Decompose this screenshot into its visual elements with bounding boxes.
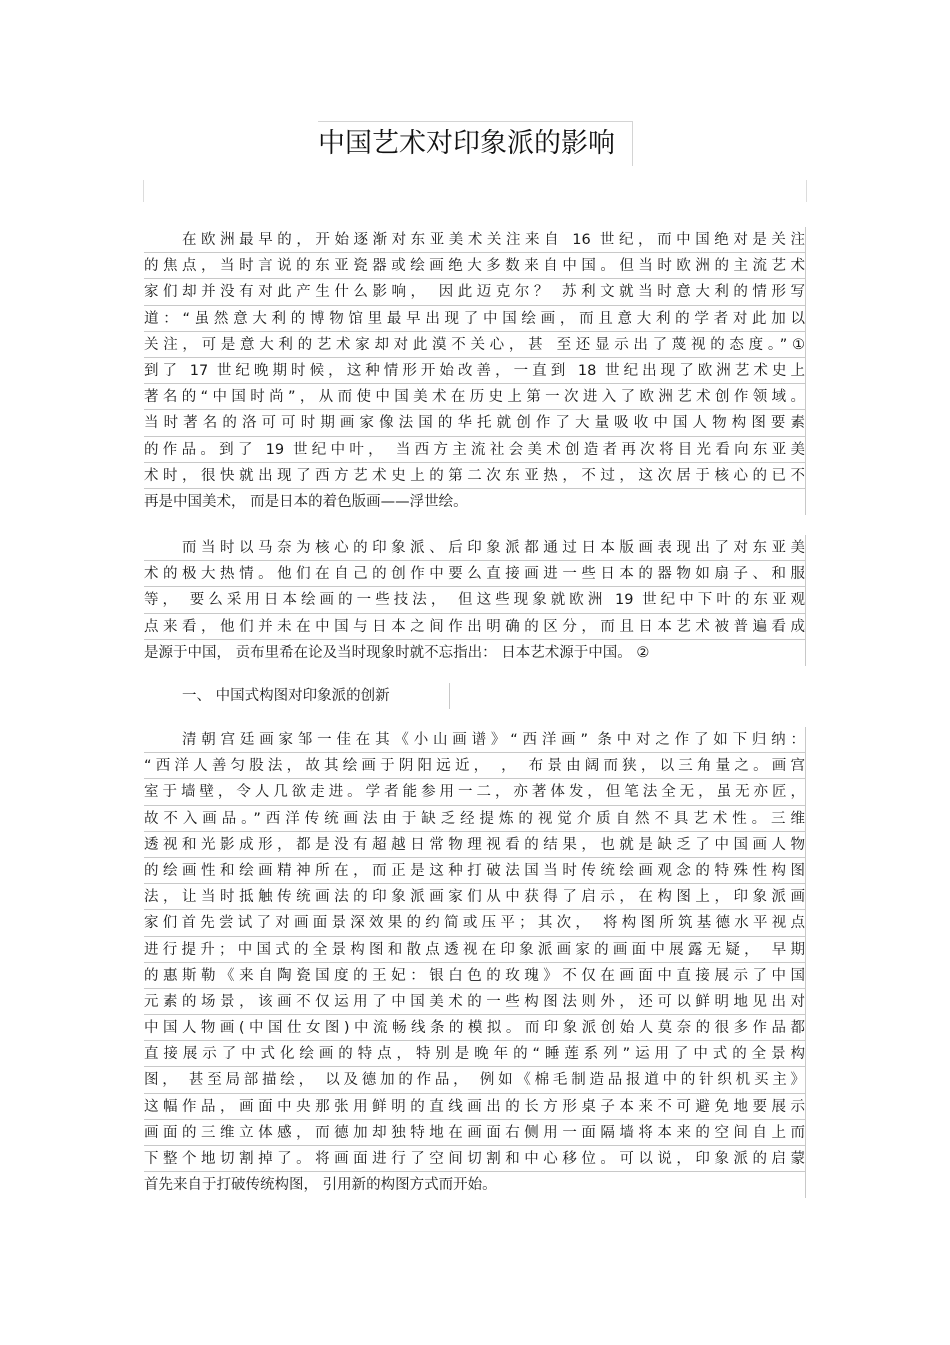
text-line: 这幅作品，画面中央那张用鲜明的直线画出的长方形桌子本来不可避免地要展示 [144,1094,806,1120]
text-line: 在欧洲最早的，开始逐渐对东亚美术关注来自 16 世纪，而中国绝对是关注 [144,227,806,253]
text-line: 图， 甚至局部描绘， 以及德加的作品， 例如《棉毛制造品报道中的针织机买主》 [144,1067,806,1093]
text-line: 家们首先尝试了对画面景深效果的约简或压平；其次， 将构图所筑基德水平视点 [144,910,806,936]
text-line: 中国人物画(中国仕女图)中流畅线条的模拟。而印象派创始人莫奈的很多作品都 [144,1015,806,1041]
text-line: 故不入画品。”西洋传统画法由于缺乏经提炼的视觉介质自然不具艺术性。三维 [144,806,806,832]
text-line: 清朝宫廷画家邹一佳在其《小山画谱》“西洋画” 条中对之作了如下归纳： [144,727,806,753]
text-line: 道：“虽然意大利的博物馆里最早出现了中国绘画，而且意大利的学者对此加以 [144,306,806,332]
text-line: 直接展示了中式化绘画的特点，特别是晚年的“睡莲系列”运用了中式的全景构 [144,1041,806,1067]
text-line: 点来看，他们并未在中国与日本之间作出明确的区分，而且日本艺术被普遍看成 [144,614,806,640]
paragraph-2 [144,535,806,666]
text-line: 著名的“中国时尚”，从而使中国美术在历史上第一次进入了欧洲艺术创作领域。 [144,384,806,410]
text-line: 的作品。到了 19 世纪中叶， 当西方主流社会美术创造者再次将目光看向东亚美 [144,437,806,463]
text-line: 画面的三维立体感，而德加却独特地在画面右侧用一面隔墙将本来的空间自上而 [144,1120,806,1146]
text-line: 透视和光影成形，都是没有超越日常物理视看的结果，也就是缺乏了中国画人物 [144,832,806,858]
text-line: 法，让当时抵触传统画法的印象派画家们从中获得了启示，在构图上，印象派画 [144,884,806,910]
text-line: 是源于中国， 贡布里希在论及当时现象时就不忘指出： 日本艺术源于中国。 ② [144,640,806,666]
text-line: 的惠斯勒《来自陶瓷国度的王妃：银白色的玫瑰》不仅在画面中直接展示了中国 [144,963,806,989]
text-line: 元素的场景，该画不仅运用了中国美术的一些构图法则外，还可以鲜明地见出对 [144,989,806,1015]
divider-right [806,180,807,202]
paragraph-1 [144,227,806,515]
text-line: “西洋人善匀股法，故其绘画于阴阳远近， ， 布景由阔而狭，以三角量之。画宫 [144,753,806,779]
document-title: 中国艺术对印象派的影响 [318,121,633,166]
text-line: 再是中国美术， 而是日本的着色版画——浮世绘。 [144,489,806,515]
text-line: 首先来自于打破传统构图， 引用新的构图方式而开始。 [144,1172,806,1198]
text-line: 关注，可是意大利的艺术家却对此漠不关心，甚 至还显示出了蔑视的态度。”① [144,332,806,358]
paragraph-3 [144,727,806,1198]
divider-left [143,180,144,202]
text-line: 一、 中国式构图对印象派的创新 [144,683,450,709]
text-line: 到了 17 世纪晚期时候，这种情形开始改善，一直到 18 世纪出现了欧洲艺术史上 [144,358,806,384]
text-line: 而当时以马奈为核心的印象派、后印象派都通过日本版画表现出了对东亚美 [144,535,806,561]
text-line: 进行提升；中国式的全景构图和散点透视在印象派画家的画面中展露无疑， 早期 [144,937,806,963]
text-line: 当时著名的洛可可时期画家像法国的华托就创作了大量吸收中国人物构图要素 [144,410,806,436]
text-line: 术的极大热情。他们在自己的创作中要么直接画进一些日本的器物如扇子、和服 [144,561,806,587]
text-line: 家们却并没有对此产生什么影响， 因此迈克尔？ 苏利文就当时意大利的情形写 [144,279,806,305]
text-line: 等， 要么采用日本绘画的一些技法， 但这些现象就欧洲 19 世纪中下叶的东亚观 [144,587,806,613]
section-heading-1 [144,683,806,709]
text-line: 的焦点，当时言说的东亚瓷器或绘画绝大多数来自中国。但当时欧洲的主流艺术 [144,253,806,279]
text-line: 术时，很快就出现了西方艺术史上的第二次东亚热，不过，这次居于核心的已不 [144,463,806,489]
text-line: 室于墙壁，令人几欲走进。学者能参用一二，亦著体发，但笔法全无，虽无亦匠， [144,779,806,805]
text-line: 的绘画性和绘画精神所在，而正是这种打破法国当时传统绘画观念的特殊性构图 [144,858,806,884]
text-line: 下整个地切割掉了。将画面进行了空间切割和中心移位。可以说，印象派的启蒙 [144,1146,806,1172]
